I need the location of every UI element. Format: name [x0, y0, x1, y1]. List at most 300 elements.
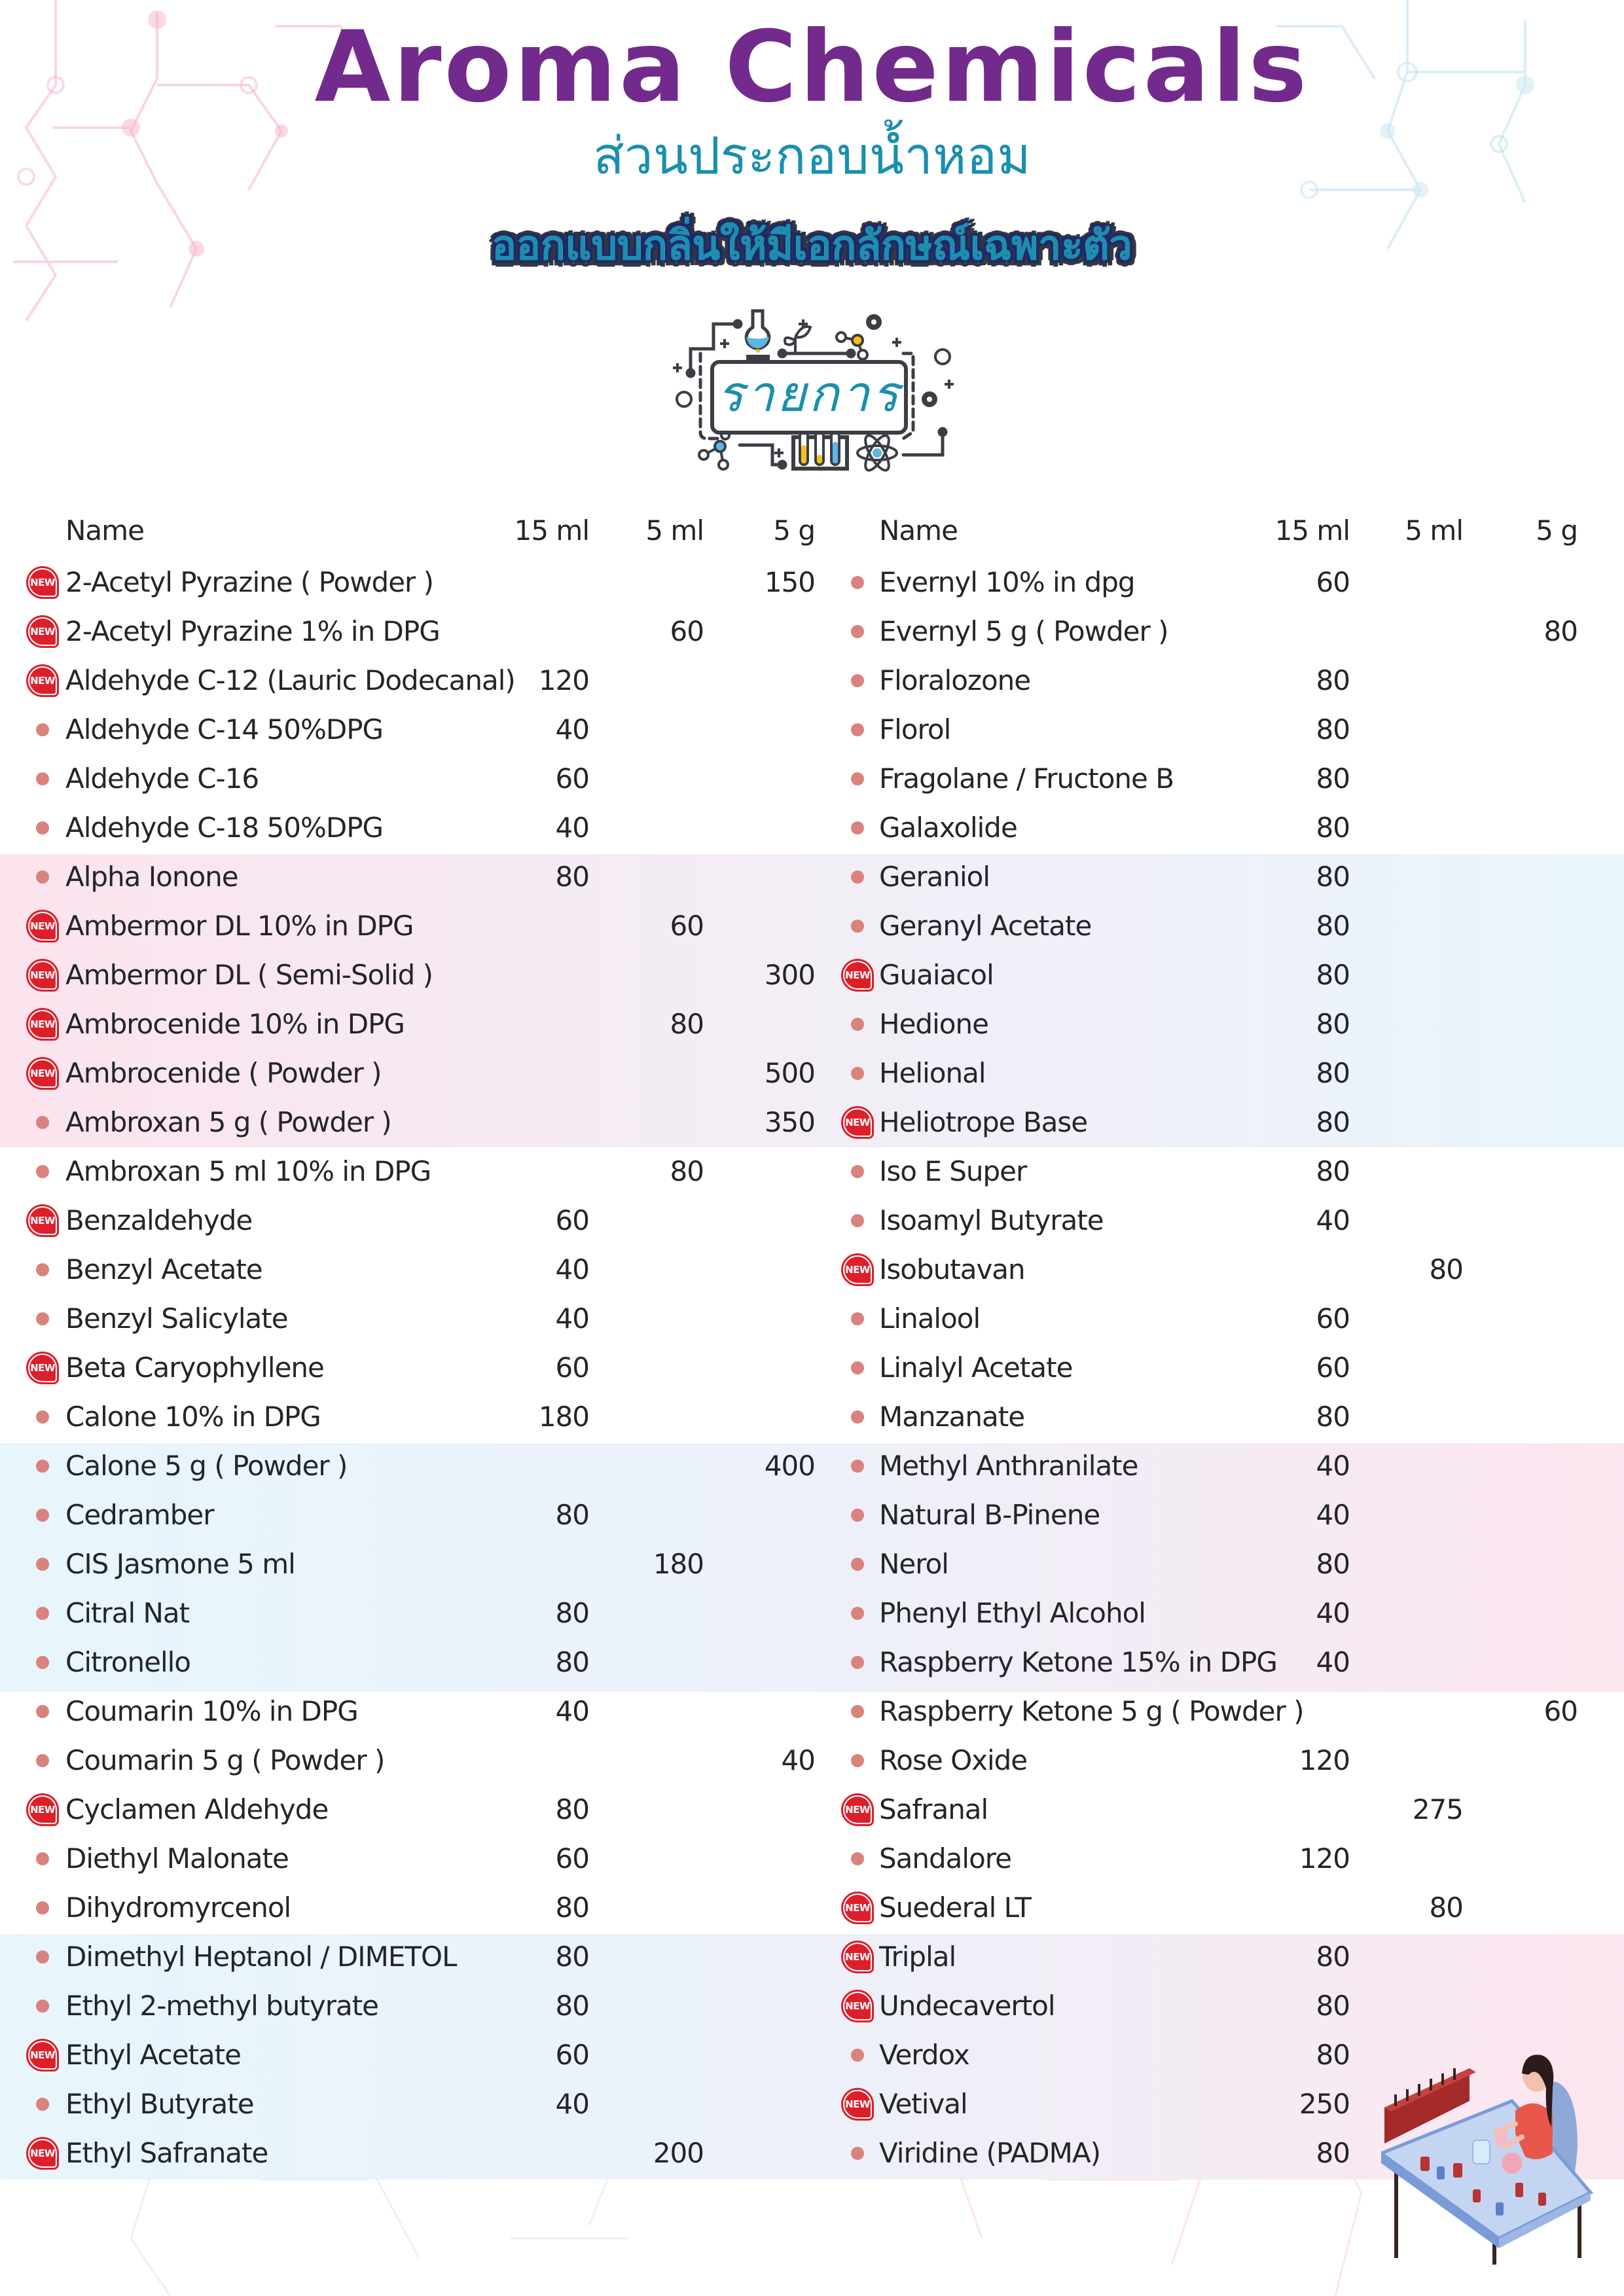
bullet-dot-icon	[851, 1705, 864, 1718]
page-tagline: ออกแบบกลิ่นให้มีเอกลักษณ์เฉพาะตัว	[492, 221, 1132, 269]
table-row	[815, 1736, 1624, 1785]
chemical-name: Raspberry Ketone 15% in DPG	[879, 1646, 1277, 1678]
price-5ml	[1358, 656, 1463, 705]
price-5g	[710, 803, 815, 852]
chemical-name: Ambroxan 5 g ( Powder )	[65, 1106, 391, 1138]
chemical-name: Calone 5 g ( Powder )	[65, 1450, 348, 1482]
row-marker	[25, 1294, 62, 1343]
price-15ml	[484, 558, 589, 607]
price-15ml	[1245, 1785, 1350, 1834]
chemical-name: Iso E Super	[879, 1155, 1027, 1187]
price-15ml: 40	[1316, 1646, 1350, 1678]
row-marker	[25, 1147, 62, 1196]
row-marker	[840, 1638, 876, 1687]
page-header	[0, 0, 1624, 484]
table-row	[815, 656, 1624, 705]
table-row	[0, 1834, 825, 1883]
price-5ml	[599, 705, 704, 754]
new-badge-icon: NEW	[841, 1941, 874, 1973]
chemical-name: Ambermor DL ( Semi-Solid )	[65, 959, 433, 991]
bullet-dot-icon	[851, 1460, 864, 1473]
table-row	[0, 754, 825, 803]
bullet-dot-icon	[36, 1607, 49, 1620]
chemical-name: Verdox	[879, 2039, 969, 2071]
price-5g: 40	[781, 1744, 815, 1776]
price-15ml: 80	[1316, 1401, 1350, 1433]
price-5ml	[1358, 1343, 1463, 1392]
price-15ml: 80	[555, 1499, 589, 1531]
price-15ml: 120	[1299, 1744, 1350, 1776]
table-row	[815, 1785, 1624, 1834]
chemical-name: Benzyl Salicylate	[65, 1302, 288, 1335]
price-15ml: 80	[1316, 959, 1350, 991]
price-15ml: 180	[538, 1401, 589, 1433]
price-5g	[710, 852, 815, 901]
table-header-row	[0, 506, 825, 555]
row-marker	[25, 1834, 62, 1883]
row-marker	[25, 803, 62, 852]
row-marker	[25, 1638, 62, 1687]
price-5ml	[1358, 754, 1463, 803]
table-row	[815, 558, 1624, 607]
price-15ml: 80	[1316, 1057, 1350, 1089]
price-5ml	[1358, 1834, 1463, 1883]
list-heading-frame	[710, 360, 908, 435]
price-15ml: 80	[1316, 664, 1350, 696]
price-5ml	[1358, 1539, 1463, 1588]
price-5ml	[1358, 1392, 1463, 1441]
price-5ml	[1358, 1981, 1463, 2030]
chemical-name: Guaiacol	[879, 959, 994, 991]
row-marker	[840, 1687, 876, 1736]
bullet-dot-icon	[36, 821, 49, 834]
price-15ml: 40	[555, 812, 589, 844]
bullet-dot-icon	[36, 1165, 49, 1178]
row-marker	[840, 2030, 876, 2079]
chemical-name: Phenyl Ethyl Alcohol	[879, 1597, 1146, 1629]
price-15ml	[1245, 607, 1350, 656]
table-row	[0, 1687, 825, 1736]
chemical-name: 2-Acetyl Pyrazine ( Powder )	[65, 566, 434, 598]
table-row	[0, 1147, 825, 1196]
price-5ml	[1358, 1098, 1463, 1147]
price-5ml	[599, 1049, 704, 1098]
price-5g	[1473, 1932, 1578, 1981]
row-marker	[25, 1981, 62, 2030]
chemical-name: Safranal	[879, 1793, 988, 1825]
row-marker	[840, 656, 876, 705]
table-row	[0, 1883, 825, 1932]
row-marker	[840, 1932, 876, 1981]
price-15ml: 80	[1316, 1106, 1350, 1138]
price-5g	[710, 607, 815, 656]
price-5g	[710, 901, 815, 950]
chemical-name: Aldehyde C-12 (Lauric Dodecanal)	[65, 664, 515, 696]
row-marker	[25, 1441, 62, 1490]
row-marker	[25, 852, 62, 901]
table-row	[815, 1638, 1624, 1687]
price-5g	[1473, 1588, 1578, 1638]
chemical-name: Calone 10% in DPG	[65, 1401, 321, 1433]
table-row	[815, 901, 1624, 950]
table-row	[0, 558, 825, 607]
new-badge-icon: NEW	[26, 1793, 59, 1826]
chemical-name: Geranyl Acetate	[879, 910, 1092, 942]
row-marker	[840, 1098, 876, 1147]
table-row	[815, 1539, 1624, 1588]
table-row	[0, 1098, 825, 1147]
chemical-name: Floralozone	[879, 664, 1031, 696]
price-5g	[1473, 901, 1578, 950]
new-badge-icon: NEW	[841, 1793, 874, 1826]
row-marker	[25, 754, 62, 803]
row-marker	[25, 1343, 62, 1392]
price-5ml	[599, 1981, 704, 2030]
price-15ml: 250	[1299, 2088, 1350, 2120]
row-marker	[25, 2079, 62, 2128]
chemical-name: Ethyl Safranate	[65, 2137, 268, 2169]
price-5g	[1473, 803, 1578, 852]
table-row	[0, 999, 825, 1049]
header-15ml: 15 ml	[514, 514, 589, 547]
chemical-name: Beta Caryophyllene	[65, 1352, 324, 1384]
table-row	[815, 1981, 1624, 2030]
chemical-name: Linalool	[879, 1302, 981, 1335]
price-5g	[1473, 1490, 1578, 1539]
price-5g	[1473, 656, 1578, 705]
row-marker	[840, 950, 876, 999]
row-marker	[25, 2030, 62, 2079]
table-row	[815, 950, 1624, 999]
chemical-name: CIS Jasmone 5 ml	[65, 1548, 295, 1580]
row-marker	[840, 1196, 876, 1245]
chemical-name: Viridine (PADMA)	[879, 2137, 1101, 2169]
chemical-name: Benzyl Acetate	[65, 1253, 262, 1285]
row-marker	[840, 1588, 876, 1638]
table-row	[0, 1196, 825, 1245]
price-15ml: 80	[1316, 2039, 1350, 2071]
price-15ml	[484, 2128, 589, 2178]
bullet-dot-icon	[851, 1509, 864, 1522]
price-15ml: 60	[555, 1842, 589, 1874]
table-row	[815, 607, 1624, 656]
price-5ml: 80	[1429, 1892, 1463, 1924]
list-heading-badge	[655, 308, 956, 478]
bullet-dot-icon	[851, 1165, 864, 1178]
price-15ml: 40	[555, 1695, 589, 1727]
table-row	[815, 1883, 1624, 1932]
bullet-dot-icon	[36, 2098, 49, 2111]
chemical-name: Manzanate	[879, 1401, 1025, 1433]
chemical-name: Evernyl 5 g ( Powder )	[879, 615, 1168, 647]
chemical-name: Helional	[879, 1057, 986, 1089]
price-5g	[1473, 558, 1578, 607]
bullet-dot-icon	[851, 1410, 864, 1424]
price-5ml	[599, 1490, 704, 1539]
price-5g	[1473, 1834, 1578, 1883]
price-5g	[1473, 1245, 1578, 1294]
row-marker	[840, 1049, 876, 1098]
header-15ml: 15 ml	[1274, 514, 1350, 547]
chemical-name: Evernyl 10% in dpg	[879, 566, 1135, 598]
list-heading-text: รายการ	[717, 365, 901, 423]
price-5g	[710, 1196, 815, 1245]
page-title: Aroma Chemicals	[314, 10, 1310, 124]
price-15ml: 80	[1316, 713, 1350, 745]
row-marker	[840, 2079, 876, 2128]
price-5ml	[1358, 1932, 1463, 1981]
price-5g	[710, 2079, 815, 2128]
price-5ml	[599, 803, 704, 852]
price-5g	[710, 1638, 815, 1687]
price-15ml: 120	[538, 664, 589, 696]
price-15ml: 80	[555, 1646, 589, 1678]
price-5g	[710, 1343, 815, 1392]
table-row	[815, 1490, 1624, 1539]
price-15ml: 60	[555, 1204, 589, 1236]
chemical-name: Isoamyl Butyrate	[879, 1204, 1104, 1236]
price-5ml: 60	[670, 910, 704, 942]
price-15ml: 60	[1316, 1302, 1350, 1335]
price-5g	[1473, 1883, 1578, 1932]
chemical-name: Aldehyde C-14 50%DPG	[65, 713, 384, 745]
price-5ml	[599, 852, 704, 901]
bullet-dot-icon	[36, 1460, 49, 1473]
table-row	[815, 754, 1624, 803]
row-marker	[25, 1687, 62, 1736]
chemical-name: Methyl Anthranilate	[879, 1450, 1138, 1482]
price-5g	[710, 1490, 815, 1539]
price-5g	[1473, 1294, 1578, 1343]
new-badge-icon: NEW	[26, 615, 59, 648]
price-5ml	[599, 656, 704, 705]
table-row	[0, 852, 825, 901]
price-5ml: 180	[653, 1548, 704, 1580]
bullet-dot-icon	[36, 1263, 49, 1276]
new-badge-icon: NEW	[841, 1990, 874, 2022]
price-15ml: 80	[1316, 910, 1350, 942]
row-marker	[840, 1883, 876, 1932]
bullet-dot-icon	[851, 920, 864, 933]
table-row	[0, 1343, 825, 1392]
price-5g: 60	[1543, 1695, 1578, 1727]
chemical-name: Raspberry Ketone 5 g ( Powder )	[879, 1695, 1304, 1727]
table-row	[815, 1196, 1624, 1245]
row-marker	[25, 607, 62, 656]
price-5g	[710, 656, 815, 705]
chemical-name: Ambroxan 5 ml 10% in DPG	[65, 1155, 431, 1187]
new-badge-icon: NEW	[26, 1008, 59, 1041]
price-15ml: 120	[1299, 1842, 1350, 1874]
price-5g	[1473, 705, 1578, 754]
price-5ml	[599, 754, 704, 803]
row-marker	[840, 558, 876, 607]
price-5ml: 80	[670, 1155, 704, 1187]
bullet-dot-icon	[36, 870, 49, 884]
new-badge-icon: NEW	[841, 959, 874, 992]
row-marker	[840, 1785, 876, 1834]
price-15ml: 80	[1316, 1155, 1350, 1187]
price-15ml: 40	[1316, 1204, 1350, 1236]
bullet-dot-icon	[851, 576, 864, 589]
price-5ml	[599, 1736, 704, 1785]
row-marker	[840, 607, 876, 656]
bullet-dot-icon	[36, 1852, 49, 1865]
chemical-name: Geraniol	[879, 861, 990, 893]
bullet-dot-icon	[36, 1754, 49, 1767]
table-row	[815, 1588, 1624, 1638]
price-5g	[1473, 1049, 1578, 1098]
price-5ml	[599, 1098, 704, 1147]
row-marker	[840, 1441, 876, 1490]
row-marker	[840, 1147, 876, 1196]
table-row	[815, 852, 1624, 901]
bullet-dot-icon	[851, 1607, 864, 1620]
price-5ml	[1358, 950, 1463, 999]
row-marker	[840, 852, 876, 901]
price-5ml: 60	[670, 615, 704, 647]
table-row	[815, 1049, 1624, 1098]
price-5ml	[599, 1196, 704, 1245]
chemical-name: Linalyl Acetate	[879, 1352, 1073, 1384]
price-15ml: 40	[555, 1302, 589, 1335]
price-5g: 300	[764, 959, 815, 991]
table-row	[0, 705, 825, 754]
chemical-name: Ambrocenide ( Powder )	[65, 1057, 382, 1089]
row-marker	[840, 803, 876, 852]
table-row	[0, 1736, 825, 1785]
table-row	[815, 1294, 1624, 1343]
bullet-dot-icon	[36, 723, 49, 736]
table-row	[815, 1392, 1624, 1441]
chemical-name: Citronello	[65, 1646, 190, 1678]
perfumer-at-table-illustration	[1381, 2049, 1604, 2265]
row-marker	[25, 1736, 62, 1785]
price-5ml	[599, 1343, 704, 1392]
header-5ml: 5 ml	[1405, 514, 1463, 547]
table-row	[0, 1392, 825, 1441]
row-marker	[840, 1834, 876, 1883]
table-row	[815, 999, 1624, 1049]
price-5ml	[599, 1588, 704, 1638]
chemical-name: Diethyl Malonate	[65, 1842, 289, 1874]
table-row	[815, 803, 1624, 852]
price-15ml	[484, 901, 589, 950]
table-row	[815, 1441, 1624, 1490]
price-15ml	[484, 607, 589, 656]
table-row	[815, 705, 1624, 754]
price-5g	[1473, 1539, 1578, 1588]
price-5g	[710, 1539, 815, 1588]
price-5g	[1473, 1785, 1578, 1834]
chemical-name: Ambermor DL 10% in DPG	[65, 910, 414, 942]
bullet-dot-icon	[851, 1361, 864, 1374]
row-marker	[25, 1588, 62, 1638]
price-15ml: 80	[555, 1941, 589, 1973]
price-15ml: 80	[1316, 2137, 1350, 2169]
price-5ml	[1358, 1294, 1463, 1343]
bullet-dot-icon	[36, 2000, 49, 2013]
price-5ml	[599, 2079, 704, 2128]
row-marker	[840, 1981, 876, 2030]
price-5g	[1473, 1098, 1578, 1147]
table-row	[0, 2128, 825, 2178]
price-5ml	[599, 1687, 704, 1736]
price-5g	[710, 2030, 815, 2079]
bullet-dot-icon	[851, 1312, 864, 1325]
row-marker	[25, 656, 62, 705]
price-5ml	[1358, 999, 1463, 1049]
row-marker	[25, 1490, 62, 1539]
chemical-name: Ethyl Butyrate	[65, 2088, 254, 2120]
chemical-name: Cedramber	[65, 1499, 214, 1531]
bullet-dot-icon	[36, 1705, 49, 1718]
price-15ml	[484, 1049, 589, 1098]
row-marker	[840, 999, 876, 1049]
price-15ml: 80	[1316, 812, 1350, 844]
bullet-dot-icon	[36, 1410, 49, 1424]
row-marker	[840, 754, 876, 803]
price-15ml: 40	[1316, 1450, 1350, 1482]
chemical-name: Ambrocenide 10% in DPG	[65, 1008, 405, 1040]
table-row	[0, 1785, 825, 1834]
price-15ml	[484, 999, 589, 1049]
price-15ml: 80	[555, 861, 589, 893]
price-5ml	[1358, 1441, 1463, 1490]
row-marker	[25, 1049, 62, 1098]
row-marker	[25, 1392, 62, 1441]
table-row	[0, 1932, 825, 1981]
price-15ml: 80	[555, 1793, 589, 1825]
price-5g	[1473, 1392, 1578, 1441]
price-15ml	[484, 1736, 589, 1785]
chemical-name: Rose Oxide	[879, 1744, 1028, 1776]
price-5ml	[599, 1785, 704, 1834]
chemical-name: Citral Nat	[65, 1597, 190, 1629]
price-5ml: 80	[670, 1008, 704, 1040]
chemical-name: Isobutavan	[879, 1253, 1025, 1285]
price-5ml	[599, 1883, 704, 1932]
bullet-dot-icon	[851, 674, 864, 687]
chemical-name: Cyclamen Aldehyde	[65, 1793, 329, 1825]
price-5ml	[599, 1392, 704, 1441]
chemical-name: Hedione	[879, 1008, 988, 1040]
row-marker	[25, 901, 62, 950]
bullet-dot-icon	[36, 1509, 49, 1522]
table-row	[0, 2079, 825, 2128]
price-5ml	[599, 950, 704, 999]
price-5ml	[1358, 803, 1463, 852]
price-15ml: 80	[1316, 1548, 1350, 1580]
price-5ml	[599, 2030, 704, 2079]
chemical-name: Undecavertol	[879, 1990, 1055, 2022]
price-15ml: 80	[1316, 1990, 1350, 2022]
table-row	[0, 901, 825, 950]
header-name: Name	[879, 514, 958, 547]
bullet-dot-icon	[36, 772, 49, 785]
row-marker	[25, 1196, 62, 1245]
price-15ml: 80	[555, 1892, 589, 1924]
price-5g	[710, 705, 815, 754]
table-row	[0, 803, 825, 852]
header-name: Name	[65, 514, 144, 547]
table-row	[0, 1294, 825, 1343]
price-5ml	[1358, 1588, 1463, 1638]
price-5ml	[1358, 558, 1463, 607]
table-row	[815, 1245, 1624, 1294]
price-5g	[710, 1834, 815, 1883]
row-marker	[25, 1539, 62, 1588]
